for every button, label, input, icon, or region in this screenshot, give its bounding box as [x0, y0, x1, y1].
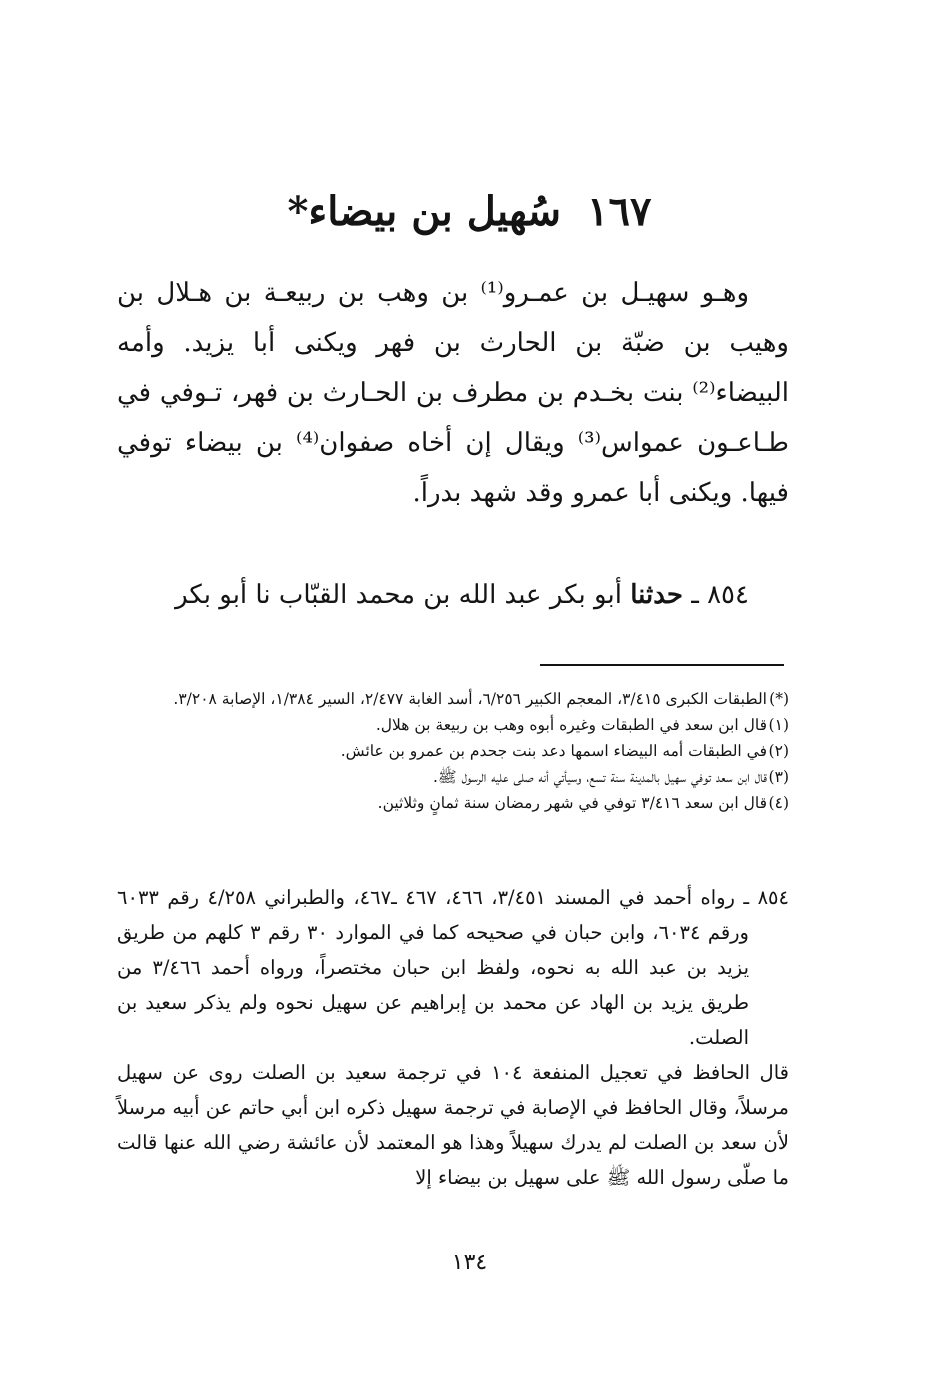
- biography-paragraph: وهـو سهيـل بن عمـرو⁽¹⁾ بن وهب بن ربيعـة بن هـلال بن وهيب بن ضبّة بن الحارث بن فهر ويكنى أبا يزيد. وأمه البيضاء⁽²⁾ بنت بخـدم بن مطرف بن الحـارث بن فهر، تـوفي في طـاعـون عمواس⁽³⁾ ويقال إن أخاه صفوان⁽⁴⁾ بن بيضاء توفي فيها. ويكنى أبا عمرو وقد شهد بدراً.: [117, 278, 789, 508]
- footnotes: [117, 686, 789, 816]
- hadith-number: ٨٥٤ ـ: [691, 580, 749, 610]
- hadith-line: [117, 568, 789, 622]
- footnote-item: [117, 712, 789, 738]
- footnote-mark: (٣): [768, 768, 789, 786]
- footnote-item: [117, 790, 789, 816]
- footnote-mark: (٢): [768, 742, 789, 760]
- footnote-text: الطبقات الكبرى ٣/٤١٥، المعجم الكبير ٦/٢٥٦، أسد الغابة ٢/٤٧٧، السير ١/٣٨٤، الإصابة ٣/٢٠٨.: [173, 690, 767, 708]
- footnote-item: [117, 686, 789, 712]
- footnote-mark: (*): [769, 690, 789, 708]
- footnote-item: [117, 764, 789, 790]
- chapter-number: ١٦٧: [587, 188, 652, 235]
- page-number: ١٣٤: [451, 1250, 488, 1275]
- footnote-text: قال ابن سعد ٣/٤١٦ توفي في شهر رمضان سنة ثمانٍ وثلاثين.: [377, 794, 767, 812]
- footnote-text: قال ابن سعد في الطبقات وغيره أبوه وهب بن ربيعة بن هلال.: [375, 716, 767, 734]
- biography-text: [117, 268, 789, 518]
- takhrij-notes: [117, 880, 789, 1195]
- footnote-text: في الطبقات أمه البيضاء اسمها دعد بنت جحدم بن عمرو بن عائش.: [340, 742, 767, 760]
- hadith-text: أبو بكر عبد الله بن محمد القبّاب نا أبو بكر: [175, 580, 622, 610]
- footnote-item: [117, 738, 789, 764]
- chapter-heading: [0, 184, 939, 240]
- chapter-title: سُهيل بن بيضاء*: [287, 188, 562, 235]
- takhrij-paragraph-2: قال الحافظ في تعجيل المنفعة ١٠٤ في ترجمة سعيد بن الصلت روى عن سهيل مرسلاً، وقال الحافظ في الإصابة في ترجمة سهيل ذكره ابن أبي حاتم عن أبيه مرسلاً لأن سعد بن الصلت لم يدرك سهيلاً وهذا هو المعتمد لأن عائشة رضي الله عنها قالت ما صلّى رسول الله ﷺ على سهيل بن بيضاء إلا: [117, 1061, 789, 1189]
- takhrij-paragraph-1: ٨٥٤ ـ رواه أحمد في المسند ٣/٤٥١، ٤٦٦، ٤٦٧ ـ٤٦٧، والطبراني ٤/٢٥٨ رقم ٦٠٣٣ ورقم ٦٠٣٤، وابن حبان في صحيحه كما في الموارد ٣٠ رقم ٣ كلهم من طريق يزيد بن عبد الله به نحوه، ولفظ ابن حبان مختصراً، ورواه أحمد ٣/٤٦٦ من طريق يزيد بن الهاد عن محمد بن إبراهيم عن سهيل نحوه ولم يذكر سعيد بن الصلت.: [117, 886, 789, 1049]
- footnote-mark: (٤): [768, 794, 789, 812]
- hadith-lead: حدثنا: [630, 580, 683, 610]
- footnote-separator: [540, 664, 784, 666]
- footnote-mark: (١): [768, 716, 789, 734]
- footnote-text: قال ابن سعد توفي سهيل بالمدينة سنة تسع، وسيأتي أنه صلى عليه الرسول ﷺ.: [432, 768, 767, 786]
